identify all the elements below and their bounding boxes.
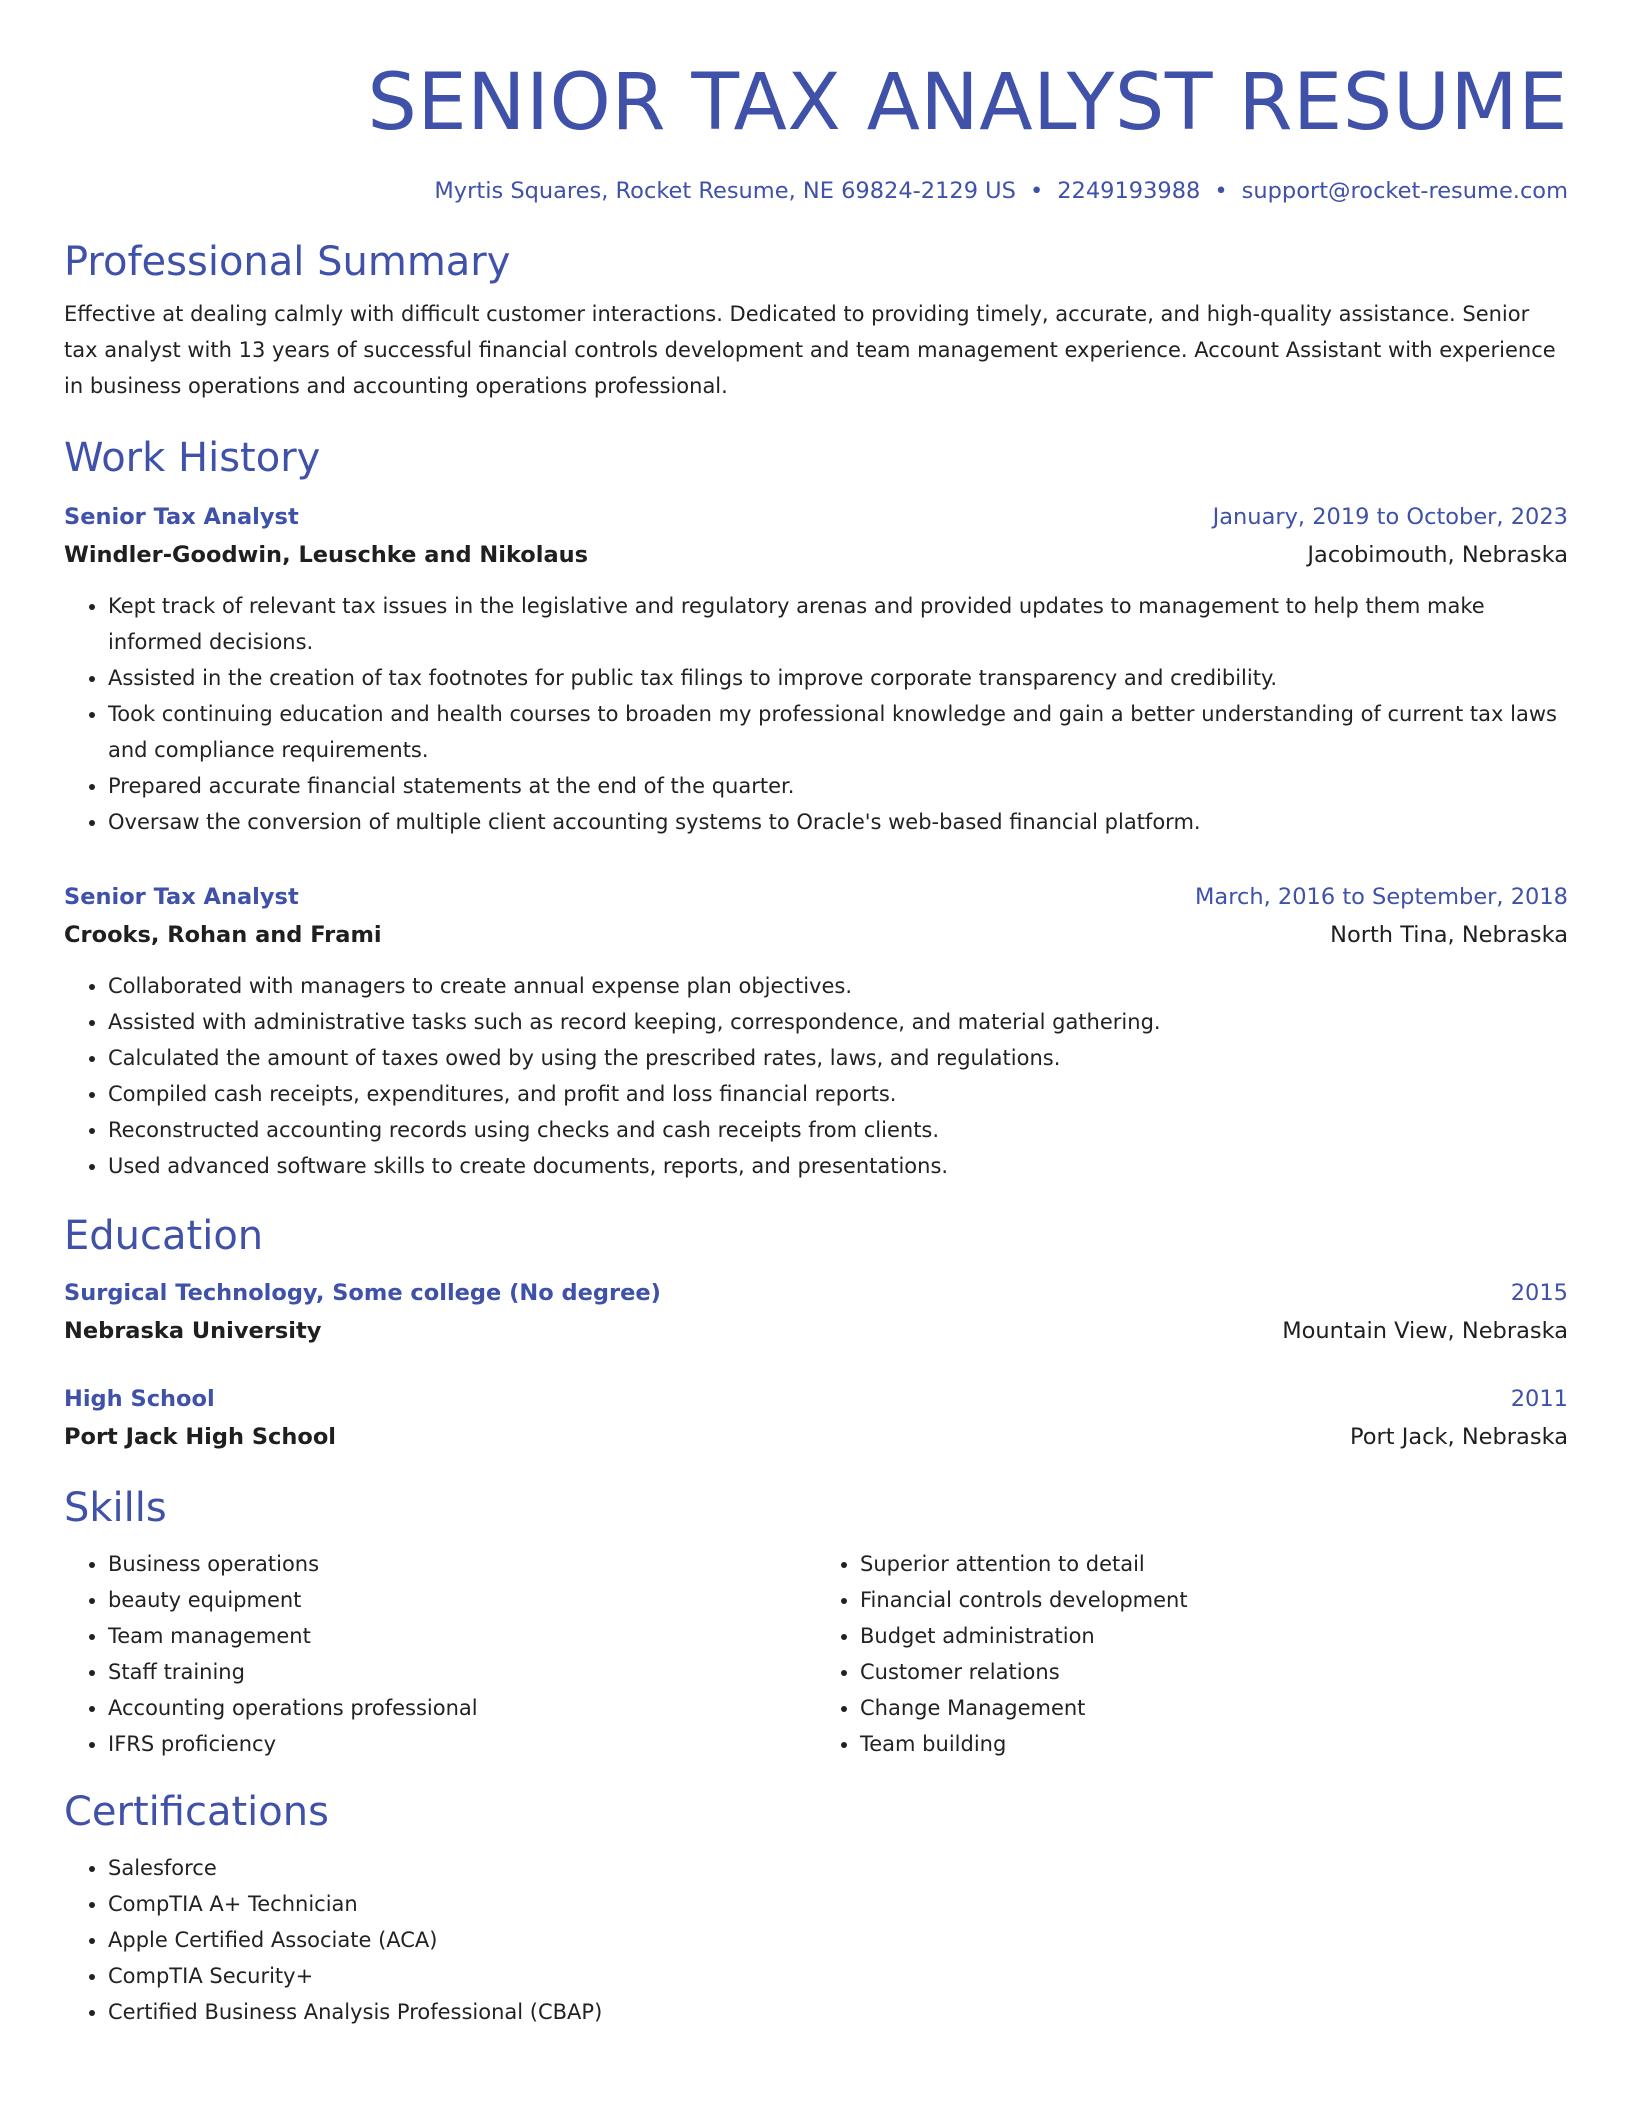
job-bullet: • Took continuing education and health courses to broaden my professional knowledge and gain a better understanding of current tax laws and compliance requirements. xyxy=(108,696,1568,768)
contact-phone: 2249193988 xyxy=(1057,178,1201,204)
contact-separator: • xyxy=(1029,178,1044,204)
skill-item: • beauty equipment xyxy=(108,1582,816,1618)
job-title: Senior Tax Analyst xyxy=(64,884,299,910)
skill-item: • Budget administration xyxy=(860,1618,1568,1654)
job-dates: March, 2016 to September, 2018 xyxy=(1195,884,1568,910)
job-company: Windler-Goodwin, Leuschke and Nikolaus xyxy=(64,542,589,568)
summary-text: Effective at dealing calmly with difficult customer interactions. Dedicated to providing timely, accurate, and high-quality assistance. Senior tax analyst with 13 years of successful financial controls development and team management experience. Account Assistant with experience in business operations and accounting operations professional. xyxy=(64,302,1556,398)
education-year: 2011 xyxy=(1510,1386,1568,1412)
skill-item: • Superior attention to detail xyxy=(860,1546,1568,1582)
section-heading: Education xyxy=(64,1213,264,1259)
job-bullet: • Prepared accurate financial statements at the end of the quarter. xyxy=(108,768,1568,804)
contact-email[interactable]: support@rocket-resume.com xyxy=(1241,178,1568,204)
skill-item: • Customer relations xyxy=(860,1654,1568,1690)
education-entry xyxy=(64,1274,1568,1350)
job-title-row xyxy=(64,878,1568,916)
education-degree-row xyxy=(64,1380,1568,1418)
certification-item: • Certified Business Analysis Professional (CBAP) xyxy=(108,1994,1568,2030)
job-location: Jacobimouth, Nebraska xyxy=(1307,542,1568,568)
education-location: Port Jack, Nebraska xyxy=(1349,1424,1568,1450)
education-entry xyxy=(64,1380,1568,1456)
job-bullet: • Used advanced software skills to create documents, reports, and presentations. xyxy=(108,1148,1568,1184)
certification-item: • Salesforce xyxy=(108,1850,1568,1886)
certification-item: • Apple Certified Associate (ACA) xyxy=(108,1922,1568,1958)
education-degree-row xyxy=(64,1274,1568,1312)
skill-item: • Accounting operations professional xyxy=(108,1690,816,1726)
job-bullet: • Oversaw the conversion of multiple client accounting systems to Oracle's web-based financial platform. xyxy=(108,804,1568,840)
skill-item: • IFRS proficiency xyxy=(108,1726,816,1762)
job-bullet: • Compiled cash receipts, expenditures, and profit and loss financial reports. xyxy=(108,1076,1568,1112)
skill-item: • Team management xyxy=(108,1618,816,1654)
skill-item: • Change Management xyxy=(860,1690,1568,1726)
education-degree: Surgical Technology, Some college (No degree) xyxy=(64,1280,661,1306)
skills-column-right xyxy=(816,1546,1568,1762)
job-bullet: • Assisted with administrative tasks such as record keeping, correspondence, and material gathering. xyxy=(108,1004,1568,1040)
education-school-row xyxy=(64,1418,1568,1456)
job-bullet: • Kept track of relevant tax issues in the legislative and regulatory arenas and provided updates to management to help them make informed decisions. xyxy=(108,588,1568,660)
contact-line xyxy=(64,178,1568,204)
resume-header xyxy=(64,58,1568,204)
skills-column-left xyxy=(64,1546,816,1762)
job-bullet: • Collaborated with managers to create annual expense plan objectives. xyxy=(108,968,1568,1004)
skill-item: • Business operations xyxy=(108,1546,816,1582)
certification-item: • CompTIA A+ Technician xyxy=(108,1886,1568,1922)
job-bullets xyxy=(64,968,1568,1184)
job-company: Crooks, Rohan and Frami xyxy=(64,922,382,948)
job-entry xyxy=(64,498,1568,840)
education-year: 2015 xyxy=(1510,1280,1568,1306)
skill-item: • Staff training xyxy=(108,1654,816,1690)
section-heading: Professional Summary xyxy=(64,239,511,285)
job-company-row xyxy=(64,916,1568,954)
job-title-row xyxy=(64,498,1568,536)
certification-item: • CompTIA Security+ xyxy=(108,1958,1568,1994)
section-heading: Skills xyxy=(64,1485,167,1531)
education-school: Port Jack High School xyxy=(64,1424,337,1450)
document-title: SENIOR TAX ANALYST RESUME xyxy=(367,58,1568,148)
job-dates: January, 2019 to October, 2023 xyxy=(1212,504,1568,530)
skills-grid xyxy=(64,1546,1568,1762)
contact-separator: • xyxy=(1214,178,1228,204)
section-professional-summary xyxy=(64,238,1568,404)
job-bullet: • Calculated the amount of taxes owed by using the prescribed rates, laws, and regulations. xyxy=(108,1040,1568,1076)
job-entry xyxy=(64,878,1568,1184)
section-skills xyxy=(64,1484,1568,1762)
section-education xyxy=(64,1212,1568,1456)
education-school-row xyxy=(64,1312,1568,1350)
section-work-history xyxy=(64,434,1568,1184)
section-heading: Work History xyxy=(64,435,321,481)
job-bullet: • Assisted in the creation of tax footnotes for public tax filings to improve corporate transparency and credibility. xyxy=(108,660,1568,696)
contact-address: Myrtis Squares, Rocket Resume, NE 69824-2129 US xyxy=(434,178,1016,204)
job-title: Senior Tax Analyst xyxy=(64,504,299,530)
job-company-row xyxy=(64,536,1568,574)
job-location: North Tina, Nebraska xyxy=(1330,922,1568,948)
section-heading: Certifications xyxy=(64,1789,329,1835)
job-bullet: • Reconstructed accounting records using checks and cash receipts from clients. xyxy=(108,1112,1568,1148)
education-location: Mountain View, Nebraska xyxy=(1282,1318,1568,1344)
skill-item: • Team building xyxy=(860,1726,1568,1762)
education-school: Nebraska University xyxy=(64,1318,322,1344)
section-certifications xyxy=(64,1788,1568,2030)
skill-item: • Financial controls development xyxy=(860,1582,1568,1618)
education-degree: High School xyxy=(64,1386,215,1412)
job-bullets xyxy=(64,588,1568,840)
certifications-list xyxy=(64,1850,1568,2030)
